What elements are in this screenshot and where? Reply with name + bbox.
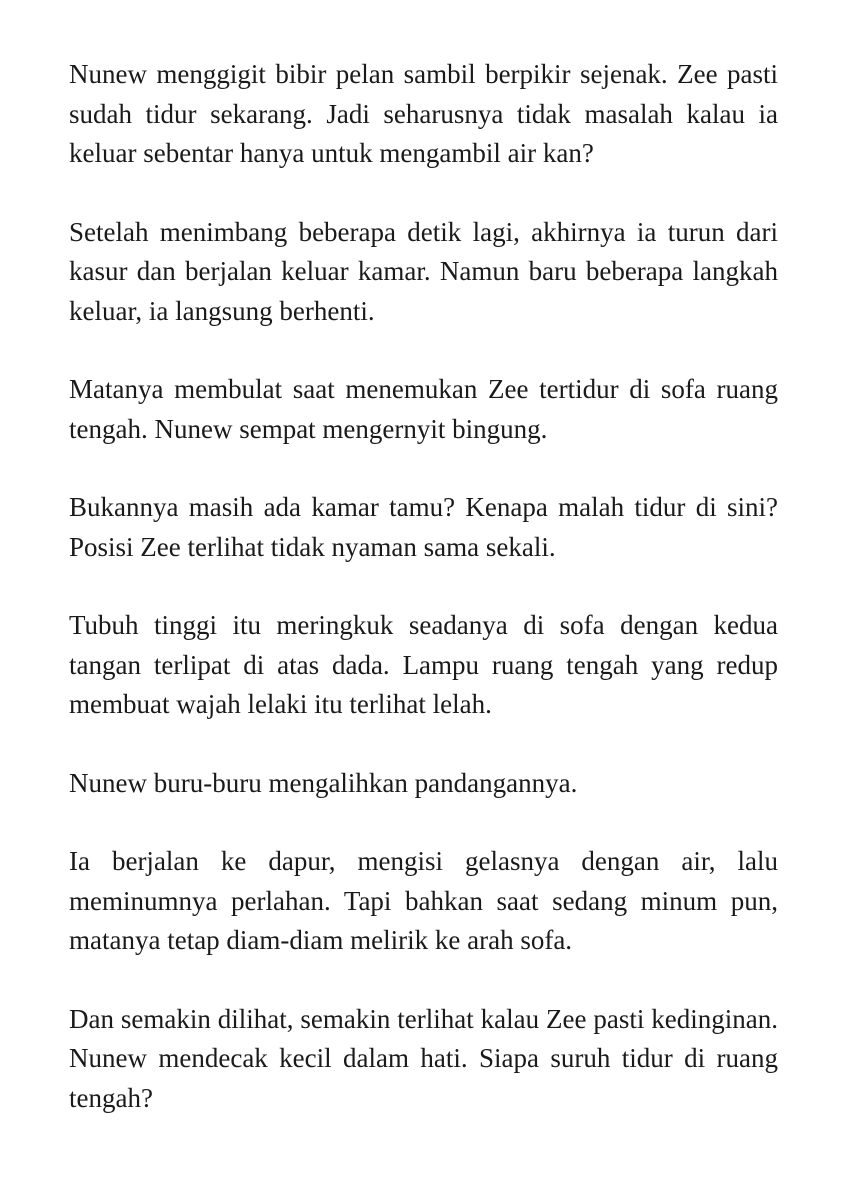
- paragraph: Matanya membulat saat menemukan Zee tertidur di sofa ruang tengah. Nunew sempat mengernyit bingung.: [69, 374, 778, 444]
- document-page: [69, 55, 778, 1118]
- paragraph: Tubuh tinggi itu meringkuk seadanya di sofa dengan kedua tangan terlipat di atas dada. Lampu ruang tengah yang redup membuat wajah lelaki itu terlihat lelah.: [69, 610, 778, 719]
- paragraph: Dan semakin dilihat, semakin terlihat kalau Zee pasti kedinginan. Nunew mendecak kecil dalam hati. Siapa suruh tidur di ruang tengah?: [69, 1003, 778, 1113]
- paragraph: Bukannya masih ada kamar tamu? Kenapa malah tidur di sini? Posisi Zee terlihat tidak nyaman sama sekali.: [69, 492, 778, 562]
- paragraph: Nunew menggigit bibir pelan sambil berpikir sejenak. Zee pasti sudah tidur sekarang. Jadi seharusnya tidak masalah kalau ia keluar sebentar hanya untuk mengambil air kan?: [69, 59, 778, 168]
- paragraph: Nunew buru-buru mengalihkan pandangannya.: [69, 767, 578, 798]
- paragraph: Setelah menimbang beberapa detik lagi, akhirnya ia turun dari kasur dan berjalan keluar kamar. Namun baru beberapa langkah keluar, ia langsung berhenti.: [69, 216, 778, 326]
- paragraph: Ia berjalan ke dapur, mengisi gelasnya dengan air, lalu meminumnya perlahan. Tapi bahkan saat sedang minum pun, matanya tetap diam-diam melirik ke arah sofa.: [69, 846, 778, 955]
